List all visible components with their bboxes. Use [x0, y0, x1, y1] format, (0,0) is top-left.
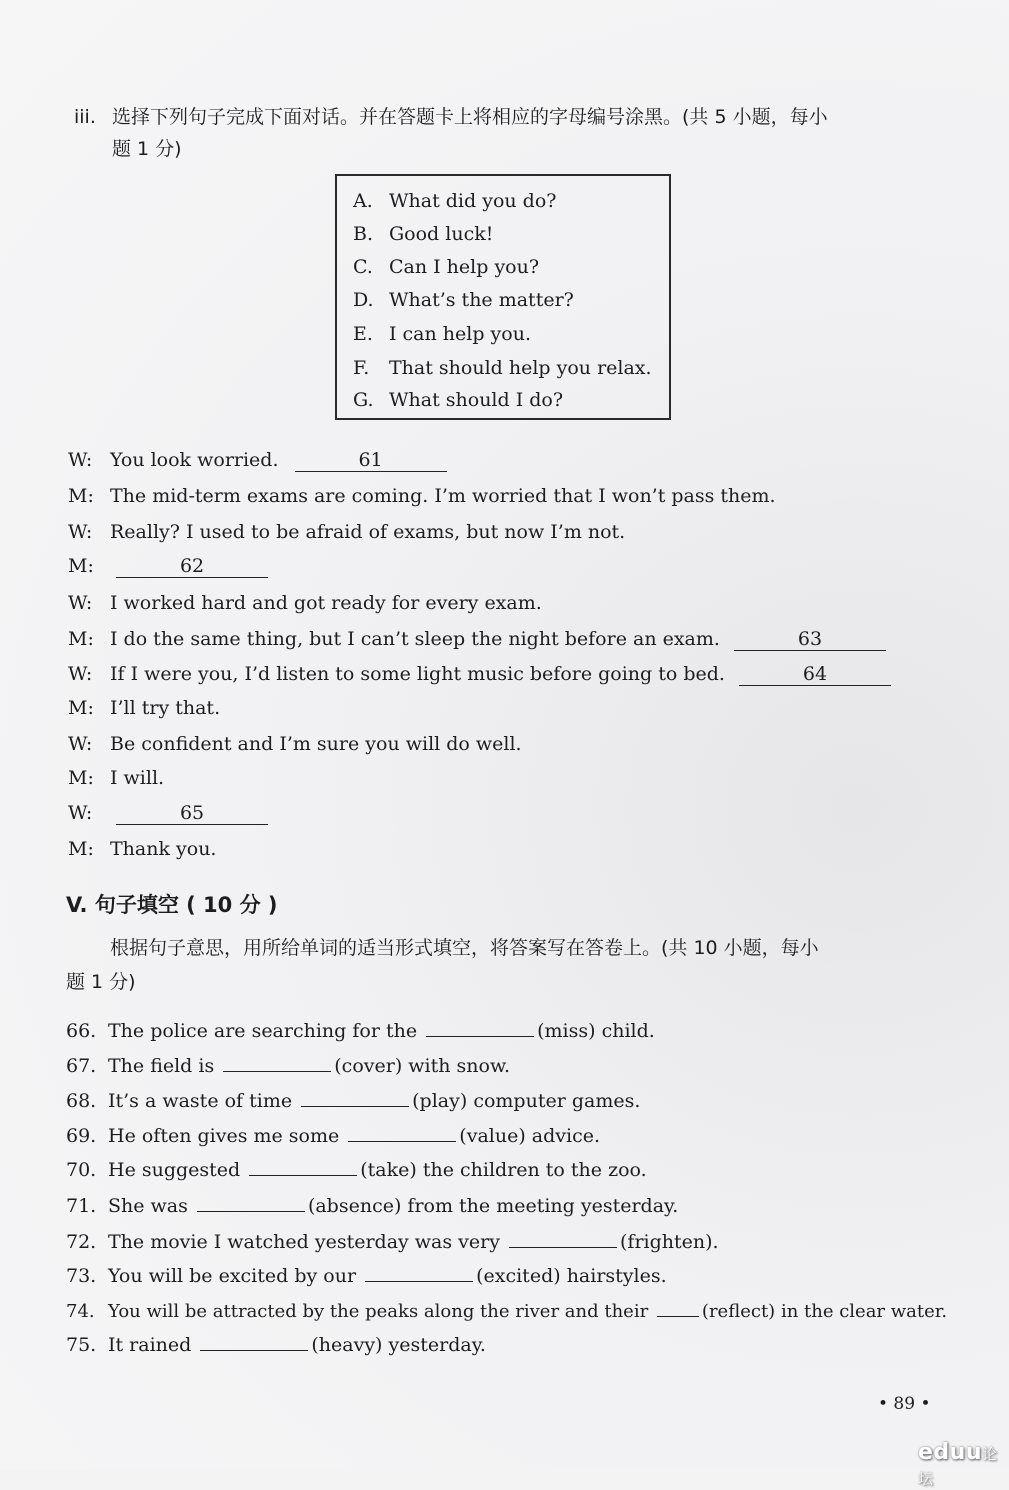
option-e — [353, 323, 531, 345]
question-text-after: in the clear water. — [780, 1301, 948, 1322]
word-hint: (excited) — [476, 1265, 561, 1287]
question-text-after: hairstyles. — [566, 1265, 667, 1287]
fill-blank[interactable] — [197, 1193, 305, 1212]
dialogue-text: Thank you. — [110, 838, 217, 860]
word-hint: (frighten). — [620, 1231, 719, 1253]
question-68 — [66, 1088, 640, 1112]
section-v-instruction-line1: 根据句子意思，用所给单词的适当形式填空，将答案写在答卷上。(共 10 小题，每小 — [110, 937, 819, 959]
question-number: 74. — [66, 1301, 95, 1322]
dialogue-line — [68, 521, 625, 543]
speaker: W: — [68, 663, 93, 685]
fill-blank[interactable] — [249, 1157, 357, 1176]
word-hint: (value) — [459, 1125, 526, 1147]
option-b — [353, 223, 493, 245]
dialogue-text: I’ll try that. — [110, 697, 221, 719]
option-text: I can help you. — [389, 323, 531, 345]
question-text-after: the children to the zoo. — [422, 1159, 647, 1181]
section-iii-number: iii. — [74, 106, 96, 128]
question-text: You will be attracted by the peaks along the river and their — [108, 1301, 649, 1322]
question-number: 68. — [66, 1090, 97, 1112]
speaker: M: — [68, 767, 94, 789]
word-hint: (take) — [360, 1159, 417, 1181]
speaker: M: — [68, 628, 94, 650]
speaker: W: — [68, 521, 93, 543]
dialogue-line — [68, 555, 268, 578]
question-number: 75. — [66, 1334, 97, 1356]
fill-blank[interactable] — [301, 1088, 409, 1107]
option-d — [353, 289, 574, 311]
dialogue-line — [68, 485, 776, 507]
answer-blank[interactable]: 65 — [116, 802, 268, 825]
dialogue-text: I will. — [110, 767, 165, 789]
option-a — [353, 190, 556, 212]
fill-blank[interactable] — [426, 1018, 534, 1037]
fill-blank[interactable] — [657, 1298, 699, 1317]
option-text: What should I do? — [389, 389, 564, 411]
answer-blank[interactable]: 62 — [116, 555, 268, 578]
word-hint: (absence) — [307, 1195, 402, 1217]
option-letter: E. — [353, 323, 373, 345]
watermark-brand: eduu — [918, 1440, 982, 1465]
question-text: You will be excited by our — [108, 1265, 357, 1287]
question-text-after: with snow. — [408, 1055, 511, 1077]
question-text-after: computer games. — [473, 1090, 641, 1112]
speaker: W: — [68, 733, 93, 755]
page-number: • 89 • — [878, 1394, 931, 1414]
dialogue-line — [68, 628, 886, 651]
question-text: The movie I watched yesterday was very — [108, 1231, 500, 1253]
option-c — [353, 256, 539, 278]
option-letter: A. — [353, 190, 373, 212]
speaker: M: — [68, 555, 94, 577]
dialogue-text: Really? I used to be afraid of exams, but now I’m not. — [110, 521, 626, 543]
question-74 — [66, 1298, 947, 1322]
question-number: 71. — [66, 1195, 97, 1217]
question-text-after: child. — [601, 1020, 655, 1042]
answer-blank[interactable]: 63 — [734, 628, 886, 651]
question-73 — [66, 1263, 667, 1287]
dialogue-text: If I were you, I’d listen to some light music before going to bed. — [110, 663, 725, 685]
fill-blank[interactable] — [348, 1123, 456, 1142]
question-text: It’s a waste of time — [108, 1090, 293, 1112]
question-text: The field is — [108, 1055, 215, 1077]
dialogue-text: I do the same thing, but I can’t sleep the night before an exam. — [110, 628, 720, 650]
speaker: M: — [68, 838, 94, 860]
question-72 — [66, 1229, 719, 1253]
question-66 — [66, 1018, 655, 1042]
fill-blank[interactable] — [223, 1053, 331, 1072]
dialogue-text: I worked hard and got ready for every exam. — [110, 592, 542, 614]
question-text: It rained — [108, 1334, 192, 1356]
option-letter: C. — [353, 256, 373, 278]
dialogue-line — [68, 592, 542, 614]
speaker: W: — [68, 449, 93, 471]
option-letter: D. — [353, 289, 374, 311]
fill-blank[interactable] — [200, 1332, 308, 1351]
answer-blank[interactable]: 64 — [739, 663, 891, 686]
speaker: M: — [68, 485, 94, 507]
question-number: 70. — [66, 1159, 97, 1181]
option-g — [353, 389, 563, 411]
word-hint: (cover) — [334, 1055, 403, 1077]
dialogue-text: Be confident and I’m sure you will do well. — [110, 733, 522, 755]
option-letter: B. — [353, 223, 374, 245]
speaker: M: — [68, 697, 94, 719]
dialogue-line — [68, 733, 522, 755]
word-hint: (miss) — [537, 1020, 596, 1042]
question-text: He often gives me some — [108, 1125, 340, 1147]
option-text: Good luck! — [389, 223, 494, 245]
question-67 — [66, 1053, 510, 1077]
question-69 — [66, 1123, 600, 1147]
question-71 — [66, 1193, 678, 1217]
question-text: He suggested — [108, 1159, 241, 1181]
dialogue-line — [68, 449, 447, 472]
dialogue-line — [68, 802, 268, 825]
question-75 — [66, 1332, 486, 1356]
option-f — [353, 357, 652, 379]
dialogue-line — [68, 767, 164, 789]
question-70 — [66, 1157, 647, 1181]
section-iii-instruction-line1: 选择下列句子完成下面对话。并在答题卡上将相应的字母编号涂黑。(共 5 小题，每小 — [112, 106, 828, 128]
option-text: What did you do? — [389, 190, 557, 212]
watermark-logo — [918, 1440, 1009, 1490]
option-letter: F. — [353, 357, 370, 379]
word-hint: (play) — [412, 1090, 468, 1112]
question-text: She was — [108, 1195, 188, 1217]
section-iii-instruction-line2: 题 1 分) — [112, 138, 182, 160]
fill-blank[interactable] — [365, 1263, 473, 1282]
question-text-after: yesterday. — [388, 1334, 486, 1356]
question-number: 73. — [66, 1265, 97, 1287]
dialogue-text: The mid-term exams are coming. I’m worried that I won’t pass them. — [110, 485, 776, 507]
question-text-after: advice. — [531, 1125, 601, 1147]
speaker: W: — [68, 802, 93, 824]
section-v-title: V. 句子填空 ( 10 分 ) — [66, 893, 278, 917]
section-v-instruction-line2: 题 1 分) — [66, 971, 136, 993]
question-number: 72. — [66, 1231, 97, 1253]
question-number: 66. — [66, 1020, 97, 1042]
word-hint: (heavy) — [311, 1334, 383, 1356]
option-text: That should help you relax. — [389, 357, 652, 379]
option-letter: G. — [353, 389, 374, 411]
option-text: What’s the matter? — [389, 289, 574, 311]
option-text: Can I help you? — [389, 256, 540, 278]
word-hint: (reflect) — [701, 1301, 776, 1322]
watermark-suffix: 论坛 — [918, 1445, 998, 1488]
question-text-after: from the meeting yesterday. — [407, 1195, 679, 1217]
speaker: W: — [68, 592, 93, 614]
fill-blank[interactable] — [509, 1229, 617, 1248]
question-number: 69. — [66, 1125, 97, 1147]
options-box — [335, 174, 671, 420]
dialogue-line — [68, 838, 216, 860]
dialogue-line — [68, 663, 891, 686]
dialogue-text: You look worried. — [110, 449, 279, 471]
question-text: The police are searching for the — [108, 1020, 418, 1042]
dialogue-line — [68, 697, 220, 719]
question-number: 67. — [66, 1055, 97, 1077]
answer-blank[interactable]: 61 — [295, 449, 447, 472]
